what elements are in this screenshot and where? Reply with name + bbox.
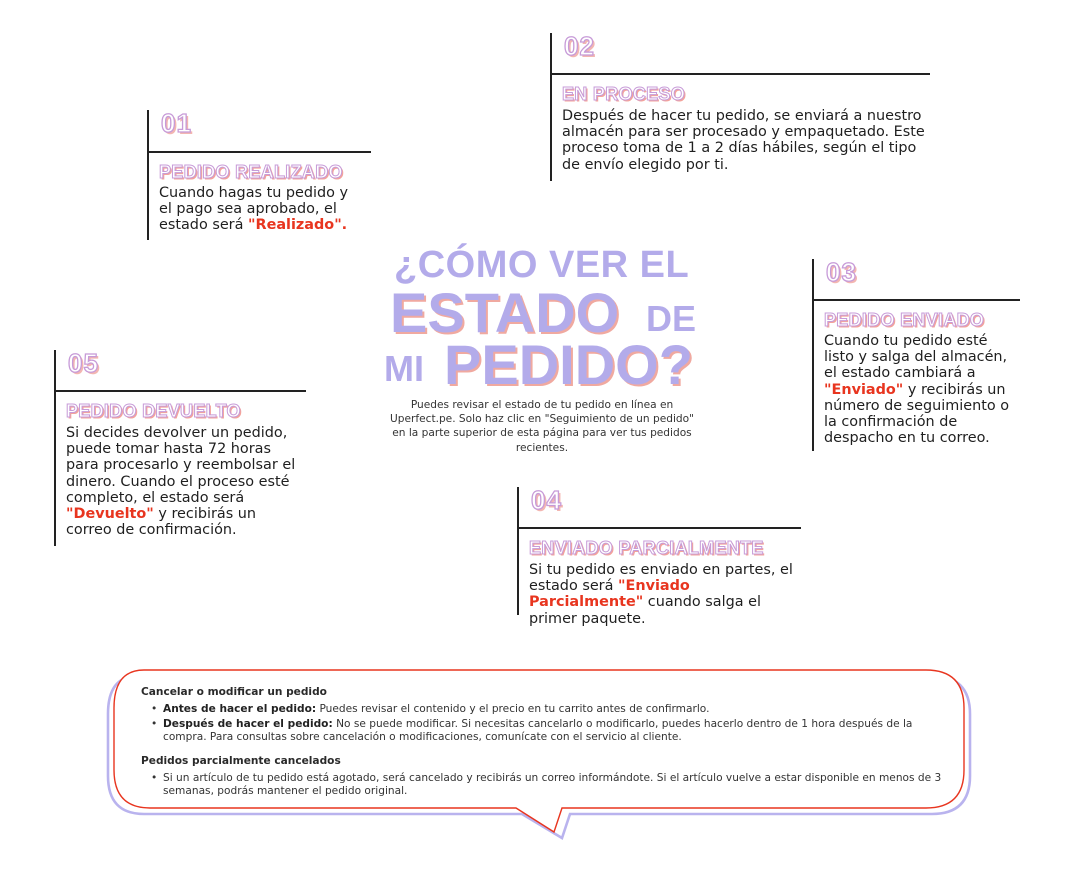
title-line-1: ¿CÓMO VER EL [394,244,690,286]
partial-section-title: Pedidos parcialmente cancelados [141,754,341,767]
list-item: • Si un artículo de tu pedido está agotado, será cancelado y recibirás un correo informándote. Si el artículo vuelve a estar disponible en menos de 3 semanas, podrás mantener el pedido original. [151,772,942,798]
cancel-section-title: Cancelar o modificar un pedido [141,686,327,698]
step-heading: PEDIDO REALIZADO [159,162,343,182]
step-description: Cuando tu pedido esté listo y salga del almacén, el estado cambiará a "Enviado" y recibirás un número de seguimiento o la confirmación de despacho en tu correo. [824,333,1010,447]
step-04 [517,485,803,627]
divider [56,390,306,392]
step-heading: ENVIADO PARCIALMENTE [529,538,764,558]
step-heading: PEDIDO ENVIADO [824,310,985,330]
status-highlight: "Enviado Parcialmente" [529,578,690,611]
divider [149,151,371,153]
step-description: Cuando hagas tu pedido y el pago sea aprobado, el estado será "Realizado". [159,185,349,234]
step-description: Si decides devolver un pedido, puede tomar hasta 72 horas para procesarlo y reembolsar el dinero. Cuando el proceso esté completo, el estado será "Devuelto" y recibirás un correo de confirmación. [66,425,296,539]
divider [814,299,1020,301]
title-de: DE [646,298,697,339]
list-item: • Después de hacer el pedido: No se puede modificar. Si necesitas cancelarlo o modificarlo, puedes hacerlo dentro de 1 hora después de la compra. Para consultas sobre cancelación o modificaciones, comunícate con el servicio al cliente. [151,717,913,744]
step-03 [812,259,1022,451]
title-pedido: PEDIDO? [444,333,693,396]
status-highlight: "Enviado" [824,381,904,398]
notes-content [141,686,951,809]
intro-text: Puedes revisar el estado de tu pedido en línea en Uperfect.pe. Solo haz clic en "Seguimiento de un pedido" en la parte superior de esta página para ver tus pedidos recientes. [390,399,694,454]
step-number: 03 [826,257,857,287]
step-description: Después de hacer tu pedido, se enviará a nuestro almacén para ser procesado y empaquetado. Este proceso toma de 1 a 2 días hábiles, según el tipo de envío elegido por ti. [562,108,925,173]
divider [519,527,801,529]
partial-list [141,772,951,799]
page-title [384,236,704,396]
status-highlight: "Devuelto" [66,506,154,523]
cancel-list [141,703,951,744]
step-number: 01 [161,108,192,138]
step-01 [147,110,379,240]
title-mi: MI [384,348,424,389]
step-number: 05 [68,348,99,378]
status-highlight: "Realizado". [248,217,348,234]
divider [552,73,930,75]
step-heading: EN PROCESO [562,84,686,104]
step-number: 04 [531,485,562,515]
step-02 [550,33,932,181]
step-heading: PEDIDO DEVUELTO [66,401,241,421]
list-item: • Antes de hacer el pedido: Puedes revisar el contenido y el precio en tu carrito antes de confirmarlo. [151,703,710,716]
step-number: 02 [564,31,595,61]
title-estado: ESTADO [390,281,620,344]
step-description: Si tu pedido es enviado en partes, el estado será "Enviado Parcialmente" cuando salga el primer paquete. [529,562,793,627]
step-05 [54,350,308,546]
